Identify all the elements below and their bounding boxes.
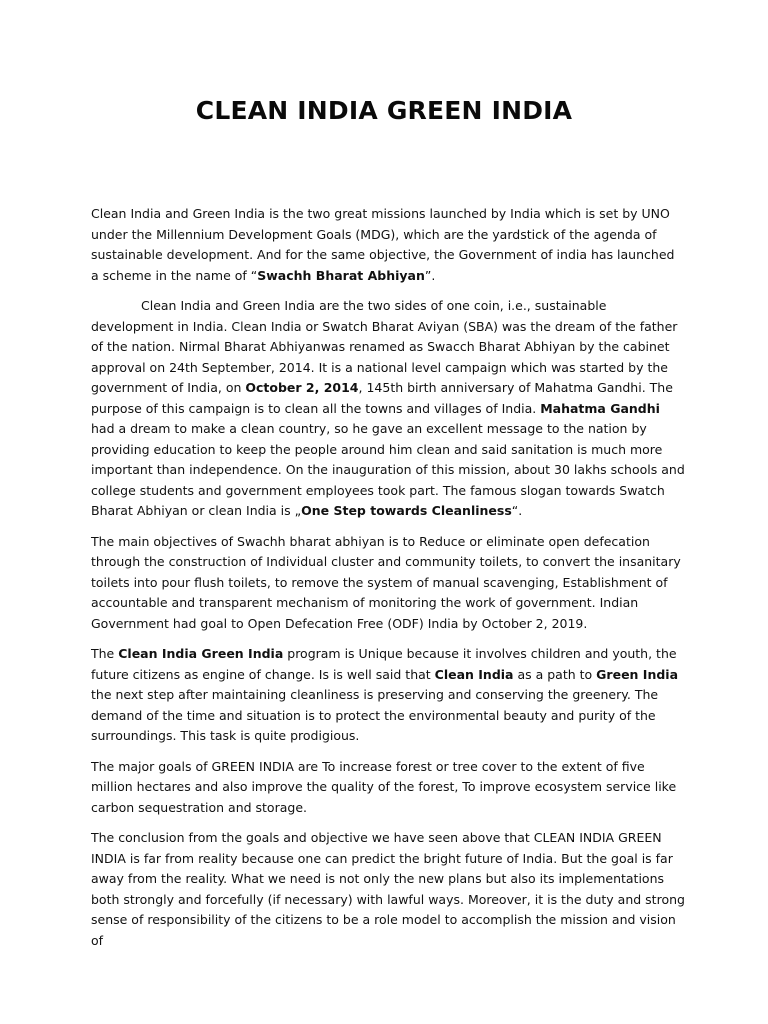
bold-phrase: Mahatma Gandhi [540, 400, 660, 416]
paragraph-conclusion: The conclusion from the goals and objective we have seen above that CLEAN INDIA GREEN INDIA is far from reality because one can predict the bright future of India. But the goal is far away from the reality. What we need is not only the new plans but also its implementations both strongly and forcefully (if necessary) with lawful ways. Moreover, it is the duty and strong sense of responsibility of the citizens to be a role model to accomplish the mission and vision of [91, 830, 685, 948]
paragraph-green-goals: The major goals of GREEN INDIA are To increase forest or tree cover to the extent of five million hectares and also improve the quality of the forest, To improve ecosystem service like carbon sequestration and storage. [91, 758, 677, 815]
bold-phrase: Green India [596, 666, 679, 682]
document-title: CLEAN INDIA GREEN INDIA [195, 96, 573, 125]
paragraph-objectives: The main objectives of Swachh bharat abhiyan is to Reduce or eliminate open defecation through the construction of Individual cluster and community toilets, to convert the insanitary toilets into pour flush toilets, to remove the system of manual scavenging, Establishment of accountable and transparent mechanism of monitoring the work of government. Indian Government had goal to Open Defecation Free (ODF) India by October 2, 2019. [91, 533, 681, 631]
bold-phrase: One Step towards Cleanliness [301, 503, 512, 518]
bold-phrase: Clean India [434, 666, 514, 682]
paragraph-intro: Clean India and Green India is the two great missions launched by India which is set by UNO under the Millennium Development Goals (MDG), which are the yardstick of the agenda of sustainable development. And for the same objective, the Government of india has launched a scheme in the name of “Swachh Bharat Abhiyan”. [91, 206, 675, 283]
bold-phrase: Clean India Green India [118, 646, 284, 661]
paragraph-history: Clean India and Green India are the two sides of one coin, i.e., sustainable development in India. Clean India or Swatch Bharat Aviyan (SBA) was the dream of the father of the nation. Nirmal Bharat Abhiyanwas renamed as Swacch Bharat Abhiyan by the cabinet approval on 24th September, 2014. It is a national level campaign which was started by the government of India, on October 2, 2014, 145th birth anniversary of Mahatma Gandhi. The purpose of this campaign is to clean all the towns and villages of India. Mahatma Gandhi had a dream to make a clean country, so he gave an excellent message to the nation by providing education to keep the people around him clean and said sanitation is much more important than independence. On the inauguration of this mission, about 30 lakhs schools and college students and government employees took part. The famous slogan towards Swatch Bharat Abhiyan or clean India is „One Step towards Cleanliness“. [91, 298, 685, 518]
bold-phrase: October 2, 2014 [245, 380, 359, 395]
bold-phrase: Swachh Bharat Abhiyan [257, 267, 425, 283]
document-body [91, 204, 685, 961]
paragraph-program: The Clean India Green India program is Unique because it involves children and youth, the future citizens as engine of change. Is is well said that Clean India as a path to Green India the next step after maintaining cleanliness is preserving and conserving the greenery. The demand of the time and situation is to protect the environmental beauty and purity of the surroundings. This task is quite prodigious. [91, 646, 679, 743]
